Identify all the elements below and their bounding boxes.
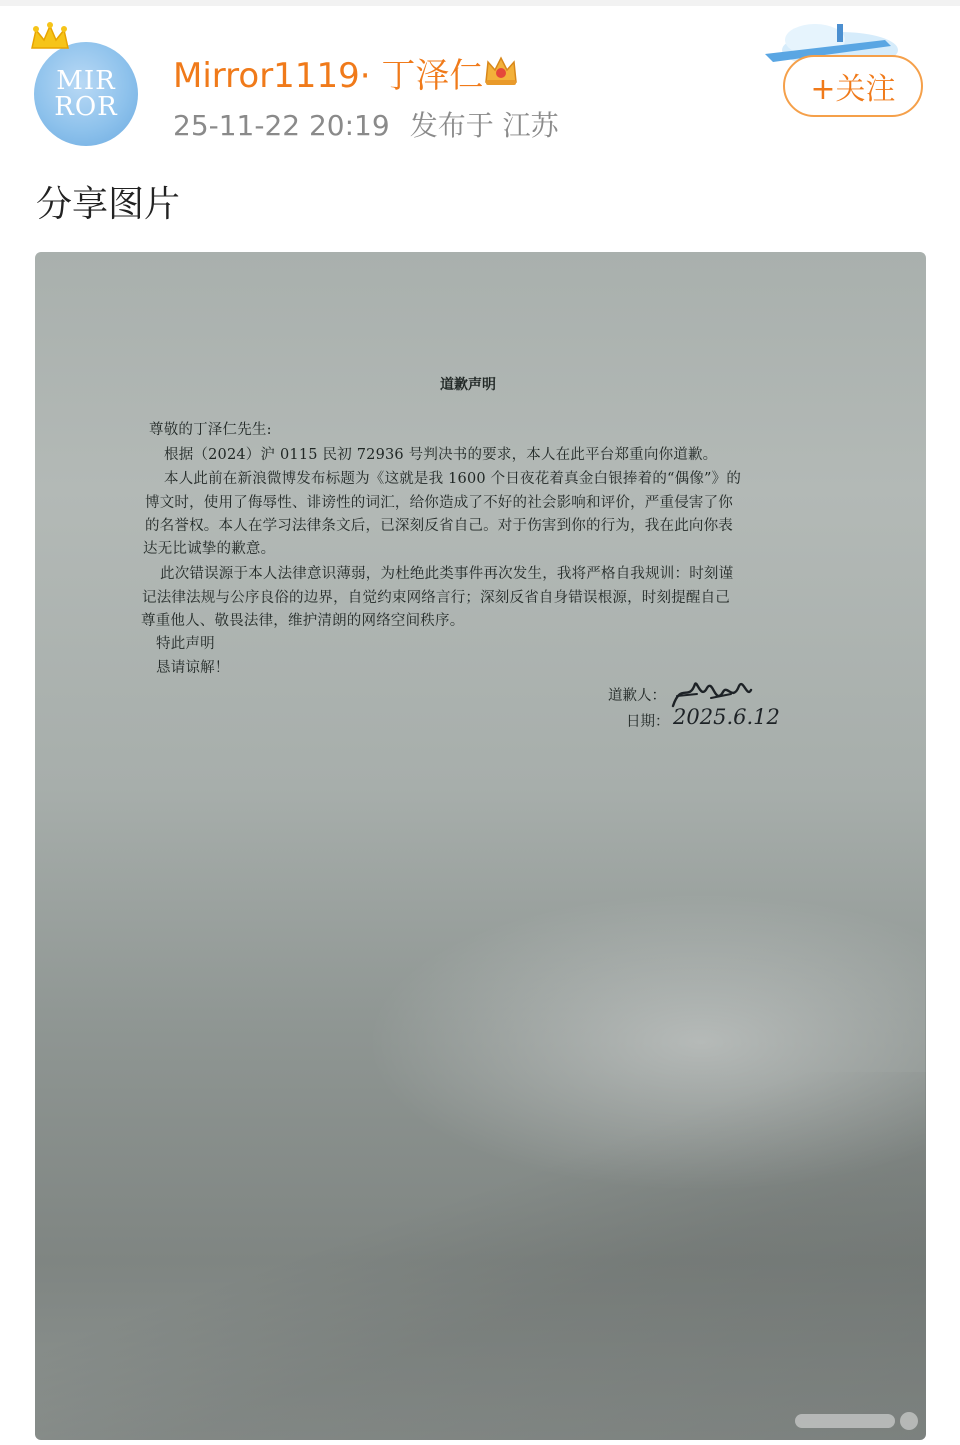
- document-line: 特此声明: [156, 636, 215, 652]
- follow-button[interactable]: +关注: [783, 55, 923, 117]
- avatar-text-bottom: ROR: [54, 92, 118, 122]
- document-line: 本人此前在新浪微博发布标题为《这就是我 1600 个日夜花着真金白银捧着的“偶像”》的: [164, 471, 742, 487]
- crown-icon: [28, 20, 72, 56]
- post-meta: [173, 104, 559, 144]
- post-text: 分享图片: [36, 184, 181, 225]
- vip-crown-icon: [482, 52, 520, 88]
- shared-image[interactable]: [35, 252, 926, 1440]
- avatar[interactable]: [28, 20, 143, 148]
- document-line: 尊重他人、敬畏法律，维护清朗的网络空间秩序。: [141, 613, 465, 629]
- document-line: 达无比诚挚的歉意。: [143, 541, 276, 557]
- document-salutation: 尊敬的丁泽仁先生:: [149, 422, 272, 438]
- post-location: 发布于 江苏: [409, 109, 559, 142]
- document-line: 博文时，使用了侮辱性、诽谤性的词汇，给你造成了不好的社会影响和评价，严重侵害了你: [145, 495, 733, 511]
- document-line: 记法律法规与公序良俗的边界，自觉约束网络言行；深刻反省自身错误根源，时刻提醒自己: [142, 590, 730, 606]
- signer-label: 道歉人：: [608, 688, 666, 704]
- document-line: 此次错误源于本人法律意识薄弱，为杜绝此类事件再次发生，我将严格自我规训：时刻谨: [160, 566, 734, 582]
- watermark-icon: [795, 1410, 923, 1432]
- top-divider: [0, 0, 960, 6]
- document-line: 恳请谅解！: [156, 660, 230, 676]
- avatar-text-top: MIR: [56, 66, 116, 96]
- date-label: 日期：: [626, 714, 670, 730]
- document-line: 根据（2024）沪 0115 民初 72936 号判决书的要求，本人在此平台郑重向你道歉。: [164, 447, 718, 463]
- avatar-image[interactable]: [34, 42, 138, 146]
- apology-document: [35, 252, 926, 1440]
- handwritten-date: [671, 702, 781, 734]
- document-line: 的名誉权。本人在学习法律条文后，已深刻反省自己。对于伤害到你的行为，我在此向你表: [145, 518, 733, 534]
- post-timestamp: 25-11-22 20:19: [173, 109, 390, 142]
- document-title: 道歉声明: [440, 377, 496, 393]
- user-name[interactable]: Mirror1119· 丁泽仁: [173, 56, 484, 96]
- handwritten-date-text: 2025.6.12: [673, 705, 780, 729]
